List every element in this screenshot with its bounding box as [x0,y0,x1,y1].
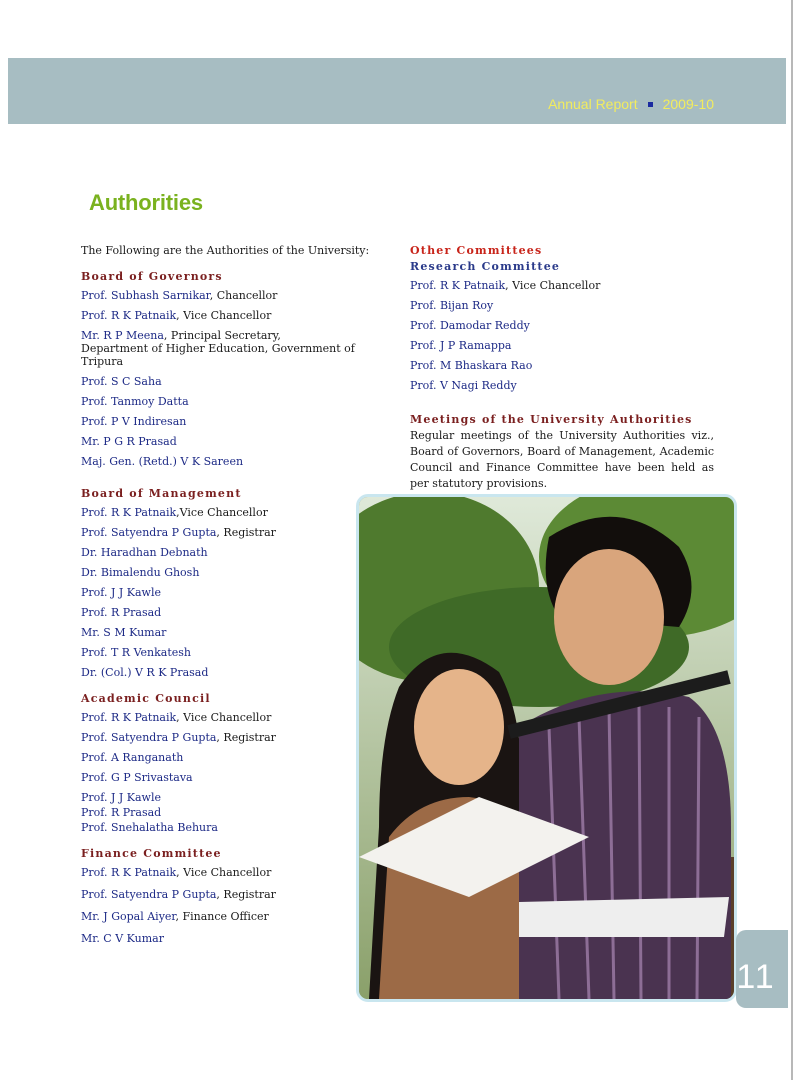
member-name: Prof. Subhash Sarnikar [81,289,210,302]
member-name: Mr. S M Kumar [81,626,167,639]
list-item [81,866,381,879]
list-item [410,339,714,352]
member-role: , Finance Officer [175,910,269,923]
member-name: Prof. R K Patnaik [81,309,177,322]
member-name: Prof. Snehalatha Behura [81,821,218,834]
board-of-governors-heading: Board of Governors [81,270,223,283]
list-item [81,546,381,559]
list-item [81,646,381,659]
member-name: Prof. J J Kawle [81,586,161,599]
list-item [410,279,714,292]
list-item [81,606,381,619]
other-committees-heading: Other Committees [410,244,543,257]
member-name: Prof. A Ranganath [81,751,184,764]
member-name: Dr. Haradhan Debnath [81,546,208,559]
list-item [410,379,714,392]
list-item [81,821,381,834]
member-name: Prof. R Prasad [81,806,162,819]
member-name: Mr. P G R Prasad [81,435,177,448]
right-column [410,244,714,492]
member-name: Prof. R K Patnaik [81,506,177,519]
member-name: Mr. C V Kumar [81,932,164,945]
list-item [410,359,714,372]
students-photo [356,494,737,1002]
member-name: Prof. Satyendra P Gupta [81,888,217,901]
member-name: Prof. T R Venkatesh [81,646,191,659]
member-name: Prof. J J Kawle [81,791,161,804]
member-name: Prof. R K Patnaik [81,711,177,724]
list-item [81,711,381,724]
member-name: Dr. Bimalendu Ghosh [81,566,200,579]
member-name: Prof. Damodar Reddy [410,319,530,332]
list-item [81,435,381,448]
member-name: Prof. Bijan Roy [410,299,494,312]
list-item [81,375,381,388]
member-role: , Vice Chancellor [505,279,601,292]
header-title [548,96,714,112]
header-band [8,58,786,124]
member-role: ,Vice Chancellor [176,506,268,519]
member-name: Prof. G P Srivastava [81,771,193,784]
member-role: , Vice Chancellor [176,711,272,724]
list-item [81,586,381,599]
member-name: Prof. V Nagi Reddy [410,379,517,392]
page-edge [791,0,793,1080]
list-item [81,791,381,804]
page-title: Authorities [89,190,203,215]
member-role: , Principal Secretary, [163,329,281,342]
member-role: , Vice Chancellor [176,866,272,879]
member-name: Maj. Gen. (Retd.) V K Sareen [81,455,244,468]
research-committee-heading: Research Committee [410,260,561,273]
member-name: Prof. J P Ramappa [410,339,512,352]
list-item [81,932,381,945]
list-item [81,888,381,901]
list-item [81,751,381,764]
member-role: , Vice Chancellor [176,309,272,322]
member-name: Prof. R Prasad [81,606,162,619]
member-name: Prof. Tanmoy Datta [81,395,189,408]
member-name: Prof. P V Indiresan [81,415,187,428]
member-name: Prof. S C Saha [81,375,162,388]
students-photo-icon [359,497,734,999]
member-role: , Registrar [216,731,276,744]
list-item [81,506,381,519]
member-name: Prof. R K Patnaik [81,866,177,879]
list-item [81,309,381,322]
list-item [81,910,381,923]
member-role: , Chancellor [209,289,278,302]
list-item [410,319,714,332]
member-name: Dr. (Col.) V R K Prasad [81,666,209,679]
board-of-management-heading: Board of Management [81,487,242,500]
list-item [81,455,381,468]
meetings-text: Regular meetings of the University Authorities viz., Board of Governors, Board of Management, Academic Council and Finance Committee have been held as per statutory provisions. [410,429,714,490]
page-number: 11 [736,958,776,996]
meetings-heading: Meetings of the University Authorities [410,413,693,426]
member-role: , Registrar [216,888,276,901]
academic-council-heading: Academic Council [81,692,211,705]
report-year: 2009-10 [662,96,714,112]
member-name: Prof. Satyendra P Gupta [81,526,217,539]
list-item [81,626,381,639]
list-item [81,771,381,784]
list-item [81,329,381,368]
list-item [410,299,714,312]
list-item [81,731,381,744]
page-number-tab [736,930,788,1008]
member-role: , Registrar [216,526,276,539]
list-item [81,395,381,408]
left-column [81,244,381,952]
list-item [81,666,381,679]
intro-text: The Following are the Authorities of the University: [81,244,370,257]
member-role-detail: Department of Higher Education, Government of Tripura [81,342,355,368]
list-item [81,526,381,539]
report-label: Annual Report [548,96,638,112]
member-name: Prof. R K Patnaik [410,279,506,292]
member-name: Mr. J Gopal Aiyer [81,910,176,923]
member-name: Prof. M Bhaskara Rao [410,359,533,372]
list-item [81,566,381,579]
list-item [81,415,381,428]
finance-committee-heading: Finance Committee [81,847,222,860]
member-name: Prof. Satyendra P Gupta [81,731,217,744]
list-item [81,289,381,302]
member-name: Mr. R P Meena [81,329,164,342]
separator-square-icon [648,102,653,107]
list-item [81,806,381,819]
